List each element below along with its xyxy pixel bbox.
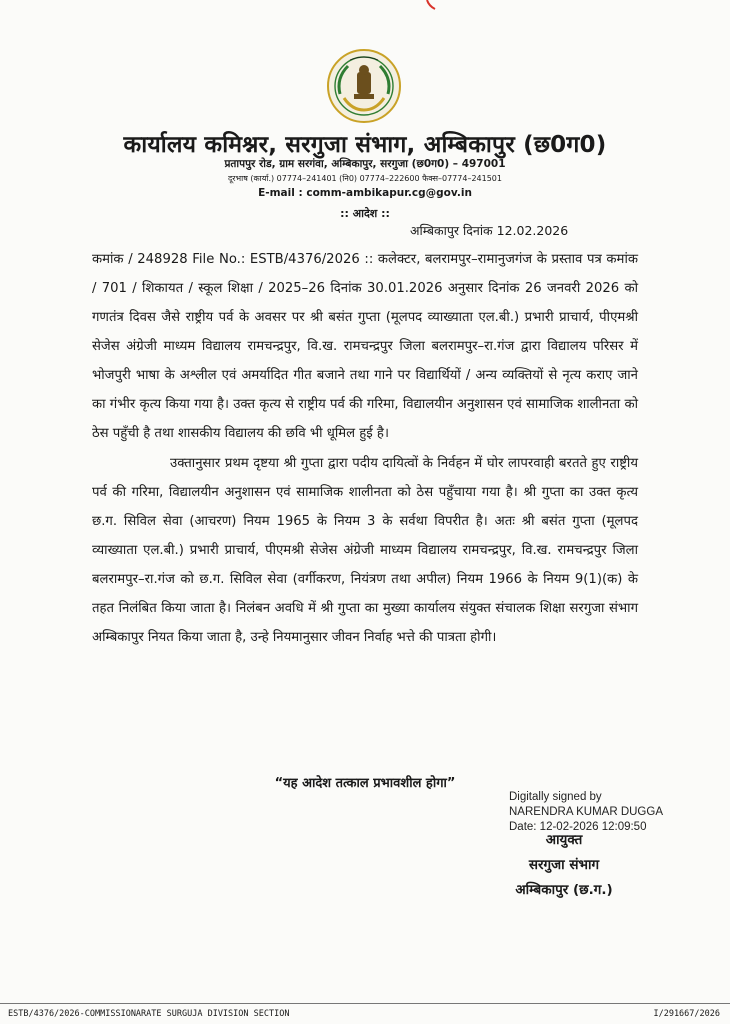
order-heading: :: आदेश :: [340,207,390,220]
footer-receipt-no: I/291667/2026 [653,1009,720,1019]
place-date: अम्बिकापुर दिनांक 12.02.2026 [410,223,569,238]
order-paragraph-1: कमांक / 248928 File No.: ESTB/4376/2026 :: कलेक्टर, बलरामपुर–रामानुजगंज के प्रस्ताव पत्र कमांक / 701 / शिकायत / स्कूल शिक्षा / 2025–26 दिनांक 30.01.2026 अनुसार दिनांक 26 जनवरी 2026 को गणतंत्र दिवस जैसे राष्ट्रीय पर्व के अवसर पर श्री बसंत गुप्ता (मूलपद व्याख्याता एल.बी.) प्रभारी प्राचार्य, पीएमश्री सेजेस अंग्रेजी माध्यम विद्यालय रामचन्द्रपुर, वि.ख. रामचन्द्रपुर जिला बलरामपुर–रा.गंज द्वारा विद्यालय परिसर में भोजपुरी भाषा के अश्लील एवं अमर्यादित गीत बजाने तथा गाने पर विद्यार्थियों / अन्य व्यक्तियों से नृत्य कराए जाने का गंभीर कृत्य किया गया है। उक्त कृत्य से राष्ट्रीय पर्व की गरिमा, विद्यालयीन अनुशासन एवं सामाजिक शालीनता को ठेस पहुँची है तथा शासकीय विद्यालय की छवि भी धूमिल हुई है। [92,252,638,441]
effect-line: “यह आदेश तत्काल प्रभावशील होगा” [274,776,456,791]
office-phones: दूरभाष (कार्या.) 07774–241401 (नि0) 07774–222600 फैक्स–07774–241501 [228,174,502,183]
red-pen-mark [425,0,437,10]
order-body [92,245,638,652]
signature-line-1: Digitally signed by [509,791,602,803]
signatory-designation [489,828,639,903]
office-email: E-mail : comm-ambikapur.cg@gov.in [258,187,472,199]
footer-divider [0,1003,730,1004]
office-address: प्रतापपुर रोड, ग्राम सरगंवा, अम्बिकापुर, सरगुजा (छ0ग0) – 497001 [224,158,506,170]
designation-place: अम्बिकापुर (छ.ग.) [515,882,613,898]
designation-division: सरगुजा संभाग [528,857,600,873]
chhattisgarh-emblem-icon [326,48,402,124]
footer-file-ref: ESTB/4376/2026-COMMISSIONARATE SURGUJA DIVISION SECTION [8,1009,290,1019]
designation-title: आयुक्त [545,832,583,848]
order-paragraph-2: उक्तानुसार प्रथम दृष्टया श्री गुप्ता द्वारा पदीय दायित्वों के निर्वहन में घोर लापरवाही बरतते हुए राष्ट्रीय पर्व की गरिमा, विद्यालयीन अनुशासन एवं सामाजिक शालीनता को ठेस पहुँचाया गया है। श्री गुप्ता का उक्त कृत्य छ.ग. सिविल सेवा (आचरण) नियम 1965 के नियम 3 के सर्वथा विपरीत है। अतः श्री बसंत गुप्ता (मूलपद व्याख्याता एल.बी.) प्रभारी प्राचार्य, पीएमश्री सेजेस अंग्रेजी माध्यम विद्यालय रामचन्द्रपुर, वि.ख. रामचन्द्रपुर जिला बलरामपुर–रा.गंज को छ.ग. सिविल सेवा (वर्गीकरण, नियंत्रण तथा अपील) नियम 1966 के नियम 9(1)(क) के तहत निलंबित किया जाता है। निलंबन अवधि में श्री गुप्ता का मुख्या कार्यालय संयुक्त संचालक शिक्षा सरगुजा संभाग अम्बिकापुर नियत किया जाता है, उन्हे नियमानुसार जीवन निर्वाह भत्ते की पात्रता होगी। [92,456,638,645]
signature-date: Date: 12-02-2026 12:09:50 [509,821,647,833]
office-title: कार्यालय कमिश्नर, सरगुजा संभाग, अम्बिकापुर (छ0ग0) [123,132,607,158]
signature-name: NARENDRA KUMAR DUGGA [509,806,663,818]
